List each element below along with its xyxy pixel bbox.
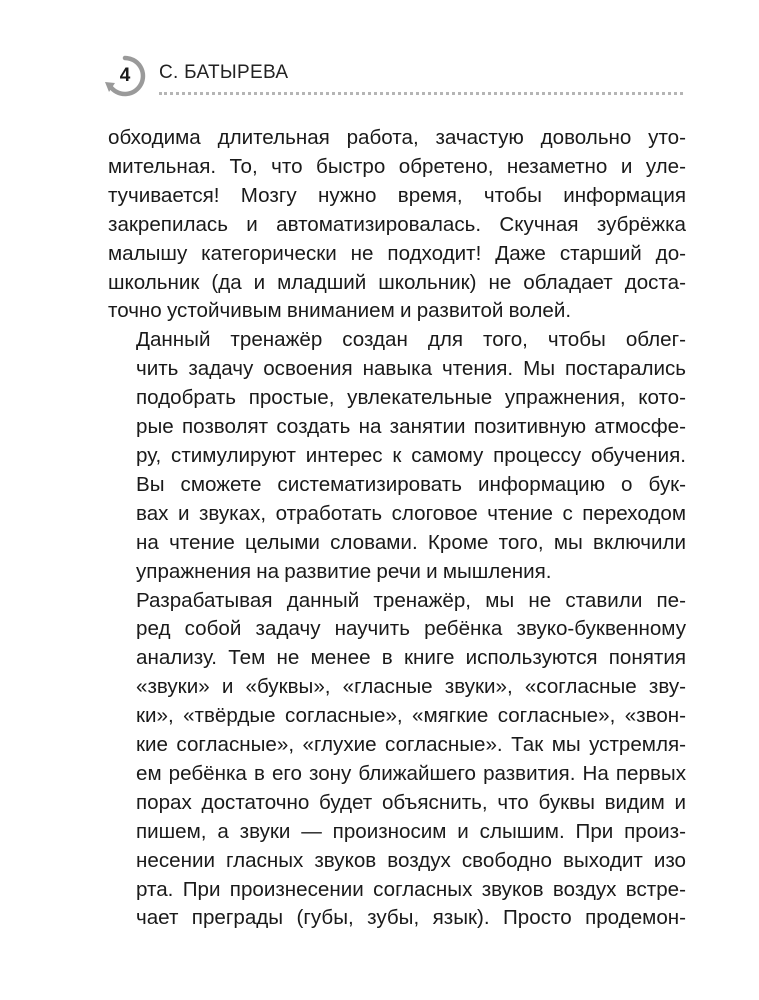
- text-line: ем ребёнка в его зону ближайшего развития. На первых: [136, 761, 686, 785]
- paragraph-1: [108, 124, 686, 326]
- text-line: подобрать простые, увлекательные упражнения, кото-: [136, 386, 686, 410]
- text-line: школьник (да и младший школьник) не обладает доста-: [108, 270, 686, 294]
- text-line: Разрабатывая данный тренажёр, мы не ставили пе-: [136, 588, 686, 612]
- running-head-author: С. БАТЫРЕВА: [159, 62, 289, 83]
- text-line: ки», «твёрдые согласные», «мягкие согласные», «звон-: [136, 704, 686, 728]
- text-line: анализу. Тем не менее в книге используются понятия: [136, 646, 686, 670]
- paragraph-2: [108, 326, 686, 586]
- page-header: [103, 54, 683, 102]
- body-text: [108, 124, 686, 933]
- text-line: рые позволят создать на занятии позитивную атмосфе-: [136, 415, 686, 439]
- page-number-badge: [103, 54, 147, 98]
- text-line: обходима длительная работа, зачастую довольно уто-: [108, 126, 686, 149]
- text-line: порах достаточно будет объяснить, что буквы видим и: [136, 790, 686, 814]
- paragraph-3: [108, 587, 686, 934]
- text-line: рта. При произнесении согласных звуков воздух встре-: [136, 877, 686, 901]
- text-line: чить задачу освоения навыка чтения. Мы постарались: [136, 357, 686, 381]
- text-line: малышу категорически не подходит! Даже старший до-: [108, 241, 686, 265]
- text-line: ред собой задачу научить ребёнка звуко-буквенному: [136, 617, 686, 641]
- text-line: точно устойчивым вниманием и развитой волей.: [108, 299, 572, 323]
- text-line: «звуки» и «буквы», «гласные звуки», «согласные зву-: [136, 675, 686, 699]
- text-line: Данный тренажёр создан для того, чтобы облег-: [136, 328, 686, 352]
- text-line: вах и звуках, отработать слоговое чтение с переходом: [136, 501, 686, 525]
- text-line: ру, стимулируют интерес к самому процессу обучения.: [136, 443, 686, 467]
- text-line: упражнения на развитие речи и мышления.: [136, 559, 552, 583]
- text-line: чает преграды (губы, зубы, язык). Просто продемон-: [136, 906, 686, 930]
- text-line: мительная. То, что быстро обретено, незаметно и уле-: [108, 154, 686, 178]
- text-line: закрепилась и автоматизировалась. Скучная зубрёжка: [108, 212, 686, 236]
- text-line: на чтение целыми словами. Кроме того, мы включили: [136, 530, 686, 554]
- page-number: 4: [119, 65, 131, 86]
- header-dotted-rule: [159, 92, 683, 95]
- text-line: несении гласных звуков воздух свободно выходит изо: [136, 848, 686, 872]
- text-line: кие согласные», «глухие согласные». Так мы устремля-: [136, 733, 686, 757]
- text-line: Вы сможете систематизировать информацию о бук-: [136, 472, 686, 496]
- text-line: тучивается! Мозгу нужно время, чтобы информация: [108, 183, 686, 207]
- text-line: пишем, а звуки — произносим и слышим. При произ-: [136, 819, 686, 843]
